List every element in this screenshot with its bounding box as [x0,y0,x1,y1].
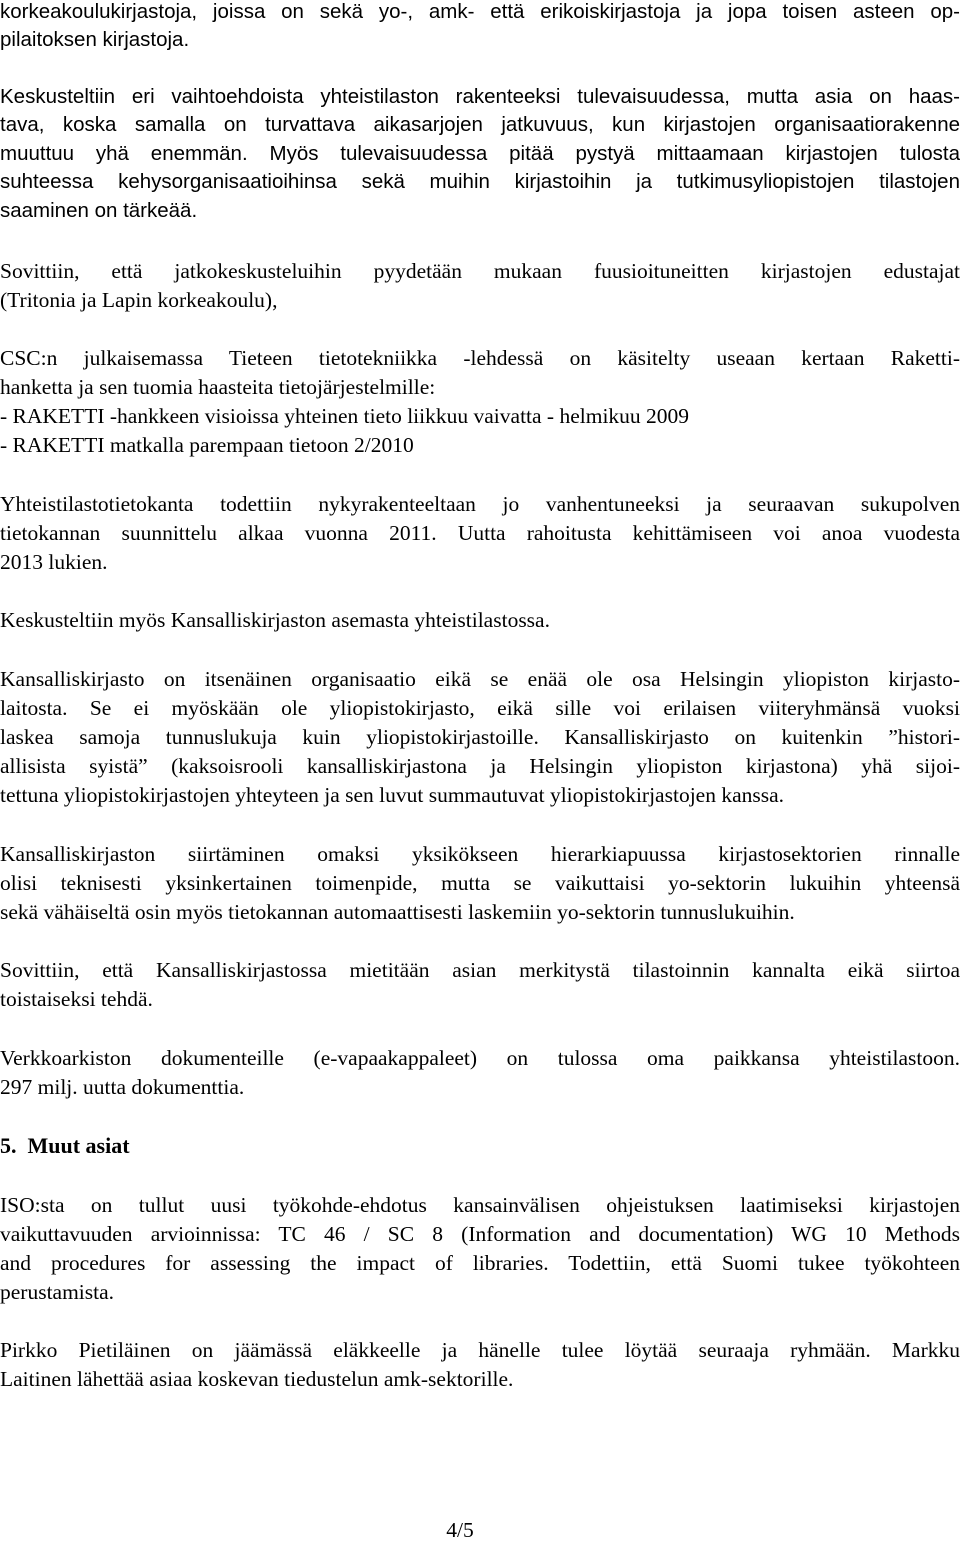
page-number: 4/5 [446,1518,474,1542]
text-line: laskea samoja tunnuslukuja kuin yliopistokirjastoille. Kansalliskirjasto on kuitenkin ”histori- [0,725,960,749]
text-line: - RAKETTI -hankkeen visioissa yhteinen tieto liikkuu vaivatta - helmikuu 2009 [0,404,690,428]
text-line: Verkkoarkiston dokumenteille (e-vapaakappaleet) on tulossa oma paikkansa yhteistilastoon. [0,1046,960,1070]
text-line: and procedures for assessing the impact of libraries. Todettiin, että Suomi tukee työkohteen [0,1251,960,1275]
text-line: suhteessa kehysorganisaatioihinsa sekä muihin kirjastoihin ja tutkimusyliopistojen tilastojen [0,170,960,193]
text-line: Pirkko Pietiläinen on jäämässä eläkkeelle ja hänelle tulee löytää seuraaja ryhmään. Markku [0,1338,960,1362]
text-line: saaminen on tärkeää. [0,199,198,222]
text-line: tava, koska samalla on turvattava aikasarjojen jatkuvuus, kun kirjastojen organisaatiorakenne [0,113,960,136]
text-line: Sovittiin, että Kansalliskirjastossa mietitään asian merkitystä tilastoinnin kannalta eikä siirtoa [0,958,960,982]
text-line: perustamista. [0,1280,115,1304]
text-line: hanketta ja sen tuomia haasteita tietojärjestelmille: [0,375,436,399]
text-line: korkeakoulukirjastoja, joissa on sekä yo-, amk- että erikoiskirjastoja ja jopa toisen asteen op- [0,0,960,23]
text-line: vaikuttavuuden arvioinnissa: TC 46 / SC 8 (Information and documentation) WG 10 Methods [0,1222,960,1246]
text-line: Laitinen lähettää asiaa koskevan tiedustelun amk-sektorille. [0,1367,514,1391]
text-line: olisi teknisesti yksinkertainen toimenpide, mutta se vaikuttaisi yo-sektorin lukuihin yhteensä [0,871,960,895]
text-line: muuttuu yhä enemmän. Myös tulevaisuudessa pitää pystyä mittaamaan kirjastojen tulosta [0,142,960,165]
text-line: (Tritonia ja Lapin korkeakoulu), [0,288,278,312]
text-line: Keskusteltiin myös Kansalliskirjaston asemasta yhteistilastossa. [0,608,550,632]
text-line: CSC:n julkaisemassa Tieteen tietotekniikka -lehdessä on käsitelty useaan kertaan Raketti- [0,346,960,370]
text-line: sekä vähäiseltä osin myös tietokannan automaattisesti laskemiin yo-sektorin tunnuslukuihin. [0,900,795,924]
text-line: Kansalliskirjasto on itsenäinen organisaatio eikä se enää ole osa Helsingin yliopiston kirjasto- [0,667,960,691]
section-heading: 5. Muut asiat [0,1133,130,1158]
text-line: Sovittiin, että jatkokeskusteluihin pyydetään mukaan fuusioituneitten kirjastojen edustajat [0,259,960,283]
text-line: tietokannan suunnittelu alkaa vuonna 2011. Uutta rahoitusta kehittämiseen voi anoa vuodesta [0,521,960,545]
text-line: - RAKETTI matkalla parempaan tietoon 2/2010 [0,433,414,457]
text-line: Kansalliskirjaston siirtäminen omaksi yksikökseen hierarkiapuussa kirjastosektorien rinnalle [0,842,960,866]
text-line: laitosta. Se ei myöskään ole yliopistokirjasto, eikä sille voi erilaisen viiteryhmänsä vuoksi [0,696,960,720]
text-line: 2013 lukien. [0,550,108,574]
text-line: toistaiseksi tehdä. [0,987,153,1011]
text-line: pilaitoksen kirjastoja. [0,28,190,51]
text-line: allisista syistä” (kaksoisrooli kansalliskirjastona ja Helsingin yliopiston kirjastona) yhä sijoi- [0,754,960,778]
text-line: tettuna yliopistokirjastojen yhteyteen ja sen luvut summautuvat yliopistokirjastojen kanssa. [0,783,785,807]
text-line: Keskusteltiin eri vaihtoehdoista yhteistilaston rakenteeksi tulevaisuudessa, mutta asia on haas- [0,85,960,108]
text-line: Yhteistilastotietokanta todettiin nykyrakenteeltaan jo vanhentuneeksi ja seuraavan sukupolven [0,492,960,516]
text-line: 297 milj. uutta dokumenttia. [0,1075,245,1099]
text-line: ISO:sta on tullut uusi työkohde-ehdotus kansainvälisen ohjeistuksen laatimiseksi kirjastojen [0,1193,960,1217]
